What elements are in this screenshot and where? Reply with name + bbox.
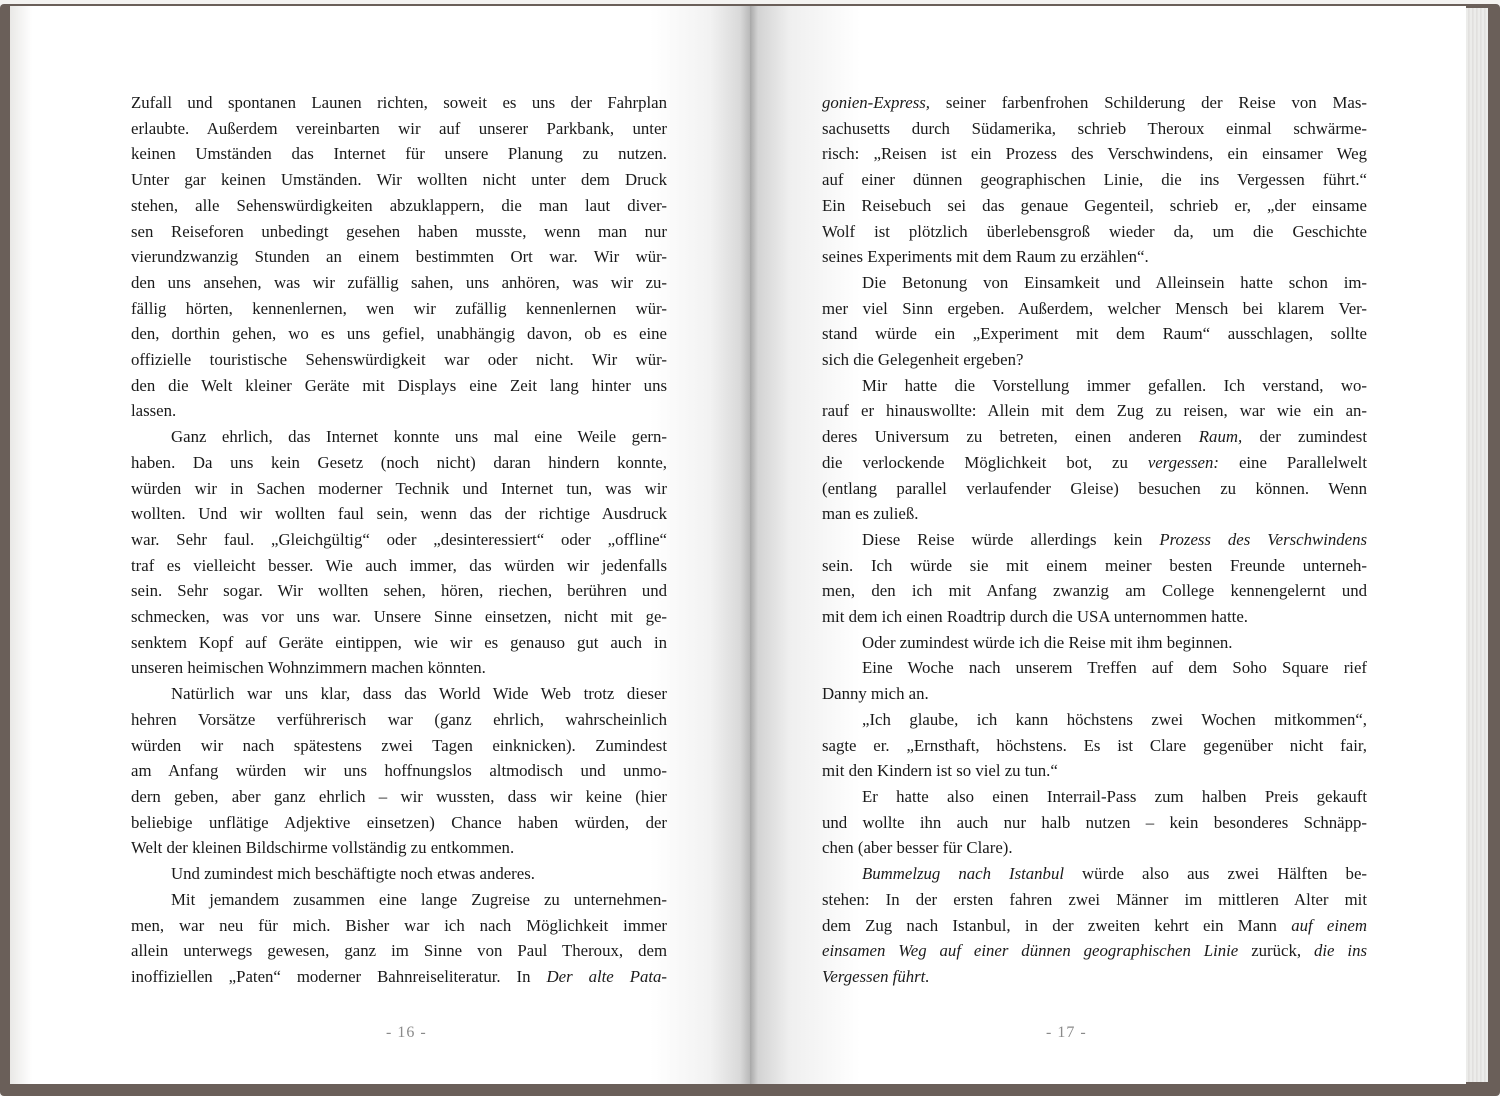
- text-line: lassen.: [131, 401, 177, 421]
- text-line: sein. Sehr sogar. Wir wollten sehen, hören, riechen, berühren und: [131, 581, 667, 601]
- text-line: men, den ich mit Anfang zwanzig am College kennengelernt und: [822, 581, 1367, 601]
- text-line: [822, 861, 1367, 887]
- text-line: Oder zumindest würde ich die Reise mit ihm beginnen.: [862, 632, 1233, 652]
- text-line: hehren Vorsätze verführerisch war (ganz ehrlich, wahrscheinlich: [131, 709, 667, 729]
- text-line: traf es vielleicht besser. Wie auch immer, das würden wir jedenfalls: [131, 555, 667, 575]
- text-line: wollten. Und wir wollten faul sein, wenn das der richtige Ausdruck: [131, 504, 667, 524]
- text-run: eine Parallelwelt: [1238, 452, 1367, 472]
- text-line: senktem Kopf auf Geräte eintippen, wie wir es genauso gut auch in: [131, 632, 667, 652]
- text-line: [822, 938, 1367, 964]
- text-line: den uns ansehen, was wir zufällig sahen, uns anhören, was wir zu-: [131, 272, 667, 292]
- page-right: [750, 6, 1466, 1084]
- page-left-text: [131, 90, 667, 990]
- text-line: dern geben, aber ganz ehrlich – wir wussten, dass wir keine (hier: [131, 786, 667, 806]
- text-run: inoffiziellen „Paten“ moderner Bahnreiseliteratur. In: [131, 966, 531, 986]
- text-line: vierundzwanzig Stunden an einem bestimmten Ort war. Wir wür-: [131, 247, 667, 267]
- text-line: rauf er hinauswollte: Allein mit dem Zug zu reisen, war wie ein an-: [822, 401, 1367, 421]
- text-line: sich die Gelegenheit ergeben?: [822, 350, 1024, 370]
- text-line: und wollte ihn auch nur halb nutzen – kein besonderes Schnäpp-: [822, 812, 1367, 832]
- text-line: Wolf ist plötzlich überlebensgroß wieder da, um die Geschichte: [822, 221, 1367, 241]
- italic-run: Prozess des Verschwindens: [1159, 529, 1368, 549]
- text-line: würden wir nach spätestens zwei Tagen einknicken). Zumindest: [131, 735, 667, 755]
- text-line: [822, 450, 1367, 476]
- text-line: [131, 964, 667, 990]
- text-run: würde also aus zwei Hälften be-: [1082, 864, 1367, 884]
- italic-run: Bummelzug nach Istanbul: [862, 864, 1064, 884]
- text-line: auf einer dünnen geographischen Linie, die ins Vergessen führt.“: [822, 170, 1367, 190]
- text-line: offizielle touristische Sehenswürdigkeit war oder nicht. Wir wür-: [131, 350, 667, 370]
- text-line: am Anfang würden wir uns hoffnungslos altmodisch und unmo-: [131, 761, 667, 781]
- text-line: Mit jemandem zusammen eine lange Zugreise zu unternehmen-: [171, 889, 667, 909]
- text-line: war. Sehr faul. „Gleichgültig“ oder „desinteressiert“ oder „offline“: [131, 529, 667, 549]
- text-line: haben. Da uns kein Gesetz (noch nicht) daran hindern konnte,: [131, 452, 667, 472]
- text-line: seines Experiments mit dem Raum zu erzählen“.: [822, 247, 1149, 267]
- page-stack-right: [1466, 8, 1488, 1082]
- italic-run: auf einer dünnen geographischen Linie: [939, 941, 1239, 961]
- page-left: [10, 6, 750, 1084]
- text-line: unseren heimischen Wohnzimmern machen könnten.: [131, 658, 486, 678]
- text-run: die verlockende Möglichkeit bot, zu: [822, 452, 1128, 472]
- italic-run: einsamen Weg: [822, 941, 927, 961]
- text-run: seiner farbenfrohen Schilderung der Reise von Mas-: [945, 93, 1368, 112]
- text-line: erlaubte. Außerdem vereinbarten wir auf unserer Parkbank, unter: [131, 118, 667, 138]
- text-line: schmecken, was vor uns war. Unsere Sinne einsetzen, nicht mit ge-: [131, 607, 667, 627]
- italic-run: auf einem: [1291, 915, 1367, 935]
- text-line: Und zumindest mich beschäftigte noch etwas anderes.: [171, 864, 535, 884]
- text-line: risch: „Reisen ist ein Prozess des Verschwindens, ein einsamer Weg: [822, 144, 1367, 164]
- text-line: Danny mich an.: [822, 684, 929, 704]
- text-line: [822, 424, 1367, 450]
- text-line: den die Welt kleiner Geräte mit Displays eine Zeit lang hinter uns: [131, 375, 667, 395]
- text-line: [822, 90, 1367, 116]
- text-run: Diese Reise würde allerdings kein: [862, 529, 1143, 549]
- text-run: zurück,: [1251, 941, 1302, 961]
- text-line: man es zuließ.: [822, 504, 919, 524]
- text-line: würden wir in Sachen moderner Technik und Internet tun, was wir: [131, 478, 667, 498]
- italic-run: Raum,: [1198, 427, 1243, 447]
- text-line: mit dem ich einen Roadtrip durch die USA unternommen hatte.: [822, 607, 1248, 627]
- text-line: fällig hörten, kennenlernen, wen wir zufällig kennenlernen wür-: [131, 298, 667, 318]
- text-line: stehen, alle Sehenswürdigkeiten abzuklappern, die man laut diver-: [131, 195, 667, 215]
- italic-run: gonien-Express,: [822, 93, 930, 112]
- text-line: Zufall und spontanen Launen richten, soweit es uns der Fahrplan: [131, 93, 667, 112]
- text-line: keinen Umständen das Internet für unsere Planung zu nutzen.: [131, 144, 667, 164]
- text-line: den, dorthin gehen, wo es uns gefiel, unabhängig davon, ob es eine: [131, 324, 667, 344]
- italic-run: vergessen:: [1147, 452, 1219, 472]
- italic-run: Der alte Pata-: [546, 966, 667, 986]
- text-line: [822, 913, 1367, 939]
- text-line: „Ich glaube, ich kann höchstens zwei Wochen mitkommen“,: [862, 709, 1367, 729]
- text-line: men, war neu für mich. Bisher war ich nach Möglichkeit immer: [131, 915, 667, 935]
- text-line: Ganz ehrlich, das Internet konnte uns mal eine Weile gern-: [171, 427, 667, 447]
- text-line: mer viel Sinn ergeben. Außerdem, welcher Mensch bei klarem Ver-: [822, 298, 1367, 318]
- page-right-text: [822, 90, 1367, 990]
- text-line: [822, 527, 1367, 553]
- text-line: Ein Reisebuch sei das genaue Gegenteil, schrieb er, „der einsame: [822, 195, 1367, 215]
- text-run: dem Zug nach Istanbul, in der zweiten kehrt ein Mann: [822, 915, 1277, 935]
- text-line: sachusetts durch Südamerika, schrieb Theroux einmal schwärme-: [822, 118, 1367, 138]
- text-line: Welt der kleinen Bildschirme vollständig zu entkommen.: [131, 838, 515, 858]
- text-line: Er hatte also einen Interrail-Pass zum halben Preis gekauft: [862, 786, 1367, 806]
- text-run: deres Universum zu betreten, einen anderen: [822, 427, 1182, 447]
- text-line: Unter gar keinen Umständen. Wir wollten nicht unter dem Druck: [131, 170, 667, 190]
- text-line: stehen: In der ersten fahren zwei Männer im mittleren Alter mit: [822, 889, 1367, 909]
- text-line: (entlang parallel verlaufender Gleise) besuchen zu können. Wenn: [822, 478, 1367, 498]
- text-line: mit den Kindern ist so viel zu tun.“: [822, 761, 1058, 781]
- text-line: stand würde ein „Experiment mit dem Raum“ ausschlagen, sollte: [822, 324, 1367, 344]
- text-line: [822, 964, 1367, 990]
- text-line: allein unterwegs gewesen, ganz im Sinne von Paul Theroux, dem: [131, 941, 667, 961]
- page-number-left: - 16 -: [386, 1024, 427, 1041]
- text-line: sen Reiseforen unbedingt gesehen haben musste, wenn man nur: [131, 221, 667, 241]
- text-line: chen (aber besser für Clare).: [822, 838, 1013, 858]
- italic-run: die ins: [1314, 941, 1368, 961]
- text-line: sein. Ich würde sie mit einem meiner besten Freunde unterneh-: [822, 555, 1367, 575]
- text-line: sagte er. „Ernsthaft, höchstens. Es ist Clare gegenüber nicht fair,: [822, 735, 1367, 755]
- text-line: Die Betonung von Einsamkeit und Alleinsein hatte schon im-: [862, 272, 1367, 292]
- text-line: Mir hatte die Vorstellung immer gefallen. Ich verstand, wo-: [862, 375, 1367, 395]
- text-line: Natürlich war uns klar, dass das World Wide Web trotz dieser: [171, 684, 667, 704]
- page-number-right: - 17 -: [1046, 1024, 1087, 1041]
- text-line: Eine Woche nach unserem Treffen auf dem Soho Square rief: [862, 658, 1367, 678]
- italic-run: Vergessen führt.: [822, 966, 930, 986]
- text-line: beliebige unflätige Adjektive einsetzen) Chance haben würden, der: [131, 812, 667, 832]
- text-run: der zumindest: [1259, 427, 1367, 447]
